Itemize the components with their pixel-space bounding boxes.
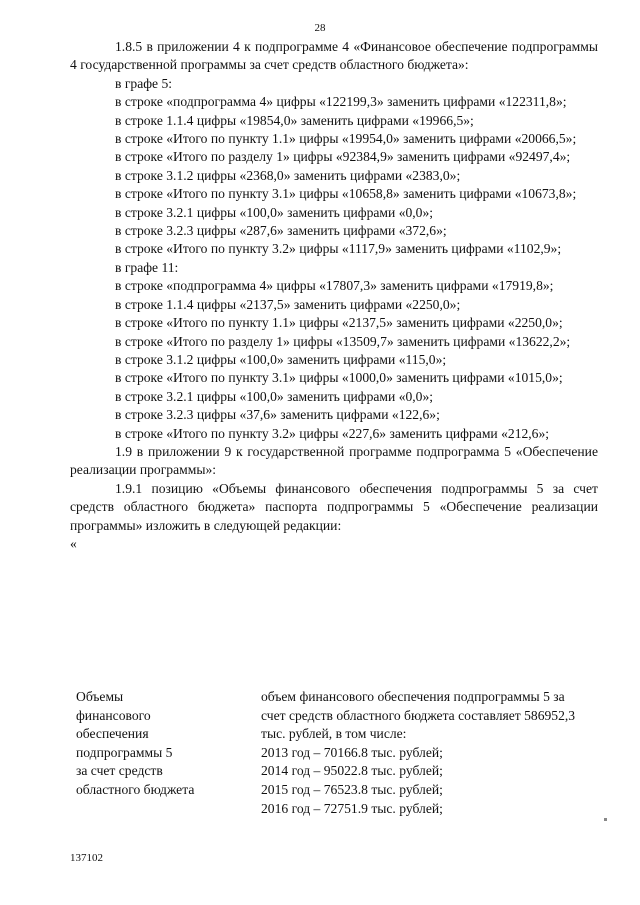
paragraph: в графе 11: (115, 259, 179, 275)
paragraph: в строке «Итого по пункту 1.1» цифры «19954,0» заменить цифрами «20066,5»; (115, 131, 577, 147)
paragraph: в строке «подпрограмма 4» цифры «122199,3» заменить цифрами «122311,8»; (115, 94, 567, 110)
financing-table (70, 688, 598, 818)
footer-code: 137102 (70, 852, 103, 864)
paragraph: в строке «подпрограмма 4» цифры «17807,3» заменить цифрами «17919,8»; (115, 278, 554, 294)
page-number: 28 (314, 22, 326, 34)
table-right-line: объем финансового обеспечения подпрограммы 5 за (261, 689, 565, 704)
paragraph: в строке 3.1.2 цифры «100,0» заменить цифрами «115,0»; (115, 351, 447, 367)
table-left-column (70, 688, 261, 818)
scan-mark (604, 818, 607, 821)
paragraph: в строке 1.1.4 цифры «19854,0» заменить цифрами «19966,5»; (115, 112, 474, 128)
table-left-line: подпрограммы 5 (76, 744, 173, 760)
table-right-line: счет средств областного бюджета составляет 586952,3 (261, 707, 576, 723)
paragraph: в строке 3.2.1 цифры «100,0» заменить цифрами «0,0»; (115, 388, 434, 404)
table-right-line: 2014 год – 95022.8 тыс. рублей; (261, 763, 443, 779)
table-right-line: 2016 год – 72751.9 тыс. рублей; (261, 800, 443, 816)
table-right-line: 2013 год – 70166.8 тыс. рублей; (261, 744, 443, 760)
paragraph: в графе 5: (115, 75, 173, 91)
paragraph: « (70, 535, 77, 551)
paragraph: 1.9.1 позицию «Объемы финансового обеспечения подпрограммы 5 за счет средств областного бюджета» паспорта подпрограммы 5 «Обеспечение реализации программы» изложить в следующей редакции: (70, 480, 598, 533)
paragraph: в строке 3.2.3 цифры «37,6» заменить цифрами «122,6»; (115, 407, 440, 423)
paragraph: в строке «Итого по пункту 3.2» цифры «1117,9» заменить цифрами «1102,9»; (115, 241, 562, 257)
table-left-line: финансового (76, 707, 151, 723)
paragraph: в строке 1.1.4 цифры «2137,5» заменить цифрами «2250,0»; (115, 296, 461, 312)
paragraph: в строке «Итого по разделу 1» цифры «13509,7» заменить цифрами «13622,2»; (115, 333, 571, 349)
table-left-line: обеспечения (76, 726, 149, 742)
document-body (70, 38, 598, 553)
paragraph: в строке 3.1.2 цифры «2368,0» заменить цифрами «2383,0»; (115, 167, 461, 183)
table-left-line: за счет средств (76, 763, 163, 779)
table-left-line: Объемы (76, 689, 124, 704)
paragraph: в строке 3.2.3 цифры «287,6» заменить цифрами «372,6»; (115, 223, 447, 239)
paragraph: в строке «Итого по пункту 3.2» цифры «227,6» заменить цифрами «212,6»; (115, 425, 550, 441)
paragraph: в строке 3.2.1 цифры «100,0» заменить цифрами «0,0»; (115, 204, 434, 220)
paragraph: 1.8.5 в приложении 4 к подпрограмме 4 «Финансовое обеспечение подпрограммы 4 государственной программы за счет средств областного бюджета»: (70, 39, 598, 73)
paragraph: в строке «Итого по пункту 3.1» цифры «1000,0» заменить цифрами «1015,0»; (115, 370, 563, 386)
table-left-line: областного бюджета (76, 781, 195, 797)
paragraph: в строке «Итого по разделу 1» цифры «92384,9» заменить цифрами «92497,4»; (115, 149, 571, 165)
table-right-line: тыс. рублей, в том числе: (261, 726, 407, 742)
paragraph: в строке «Итого по пункту 3.1» цифры «10658,8» заменить цифрами «10673,8»; (115, 186, 577, 202)
table-right-column (261, 688, 598, 818)
paragraph: 1.9 в приложении 9 к государственной программе подпрограмма 5 «Обеспечение реализации программы»: (70, 443, 598, 478)
paragraph: в строке «Итого по пункту 1.1» цифры «2137,5» заменить цифрами «2250,0»; (115, 315, 563, 331)
table-right-line: 2015 год – 76523.8 тыс. рублей; (261, 781, 443, 797)
